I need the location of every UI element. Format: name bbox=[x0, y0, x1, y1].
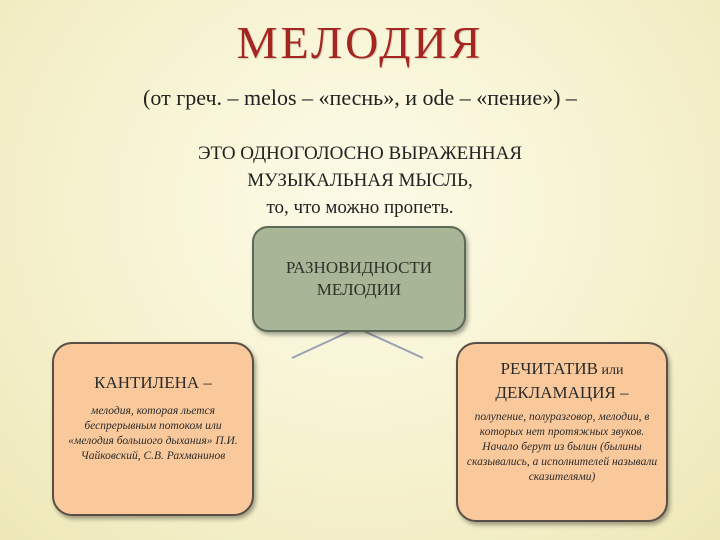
varieties-line-2: МЕЛОДИИ bbox=[316, 280, 402, 299]
cantilena-text: мелодия, которая льется беспрерывным потоком или «мелодия большого дыхания» П.И. Чайковский, С.В. Рахманинов bbox=[68, 405, 238, 462]
etymology-text: (от греч. – melos – «песнь», и ode – «пение») – bbox=[143, 85, 577, 110]
cantilena-heading: КАНТИЛЕНА – bbox=[94, 373, 212, 392]
recitative-heading-line-2: ДЕКЛАМАЦИЯ – bbox=[495, 383, 629, 402]
connector-left bbox=[292, 328, 357, 358]
cantilena-box bbox=[52, 342, 254, 516]
slide-title: МЕЛОДИЯ bbox=[236, 17, 484, 68]
recitative-box bbox=[456, 342, 668, 522]
connector-right bbox=[357, 328, 423, 358]
definition-line-3: то, что можно пропеть. bbox=[266, 197, 454, 218]
recitative-text: полупение, полуразговор, мелодии, в которых нет протяжных звуков. Начало берут из былин (былины сказывались, а исполнителей называли сказителями) bbox=[466, 411, 658, 483]
definition-line-2: МУЗЫКАЛЬНАЯ МЫСЛЬ, bbox=[247, 170, 473, 191]
recitative-heading-small: или bbox=[598, 363, 624, 378]
recitative-heading bbox=[458, 358, 666, 404]
recitative-heading-main: РЕЧИТАТИВ bbox=[500, 359, 598, 378]
varieties-box bbox=[252, 226, 466, 332]
definition-line-1: ЭТО ОДНОГОЛОСНО ВЫРАЖЕННАЯ bbox=[197, 143, 523, 164]
varieties-line-1: РАЗНОВИДНОСТИ bbox=[285, 258, 433, 277]
